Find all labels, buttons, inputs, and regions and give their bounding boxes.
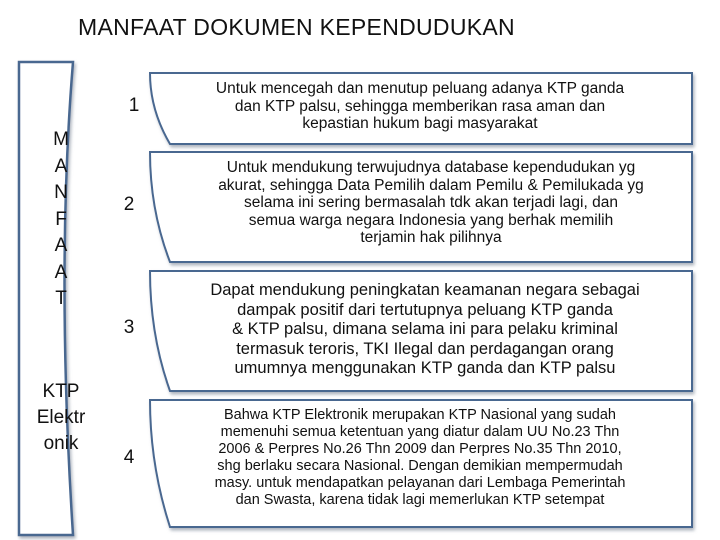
item-line: kepastian hukum bagi masyarakat xyxy=(302,115,538,132)
item-number-3: 3 xyxy=(123,317,135,338)
item-line: & KTP palsu, dimana selama ini para pelaku kriminal xyxy=(232,320,618,338)
item-text-4 xyxy=(150,407,690,509)
sidebar-line: KTP xyxy=(42,381,80,402)
item-line: Bahwa KTP Elektronik merupakan KTP Nasional yang sudah xyxy=(224,407,616,423)
sidebar-letter: F xyxy=(55,208,67,230)
item-line: dan KTP palsu, sehingga memberikan rasa aman dan xyxy=(234,97,606,115)
sidebar-letter: A xyxy=(54,155,68,177)
item-line: selama ini sering bermasalah tdk akan terjadi lagi, dan xyxy=(244,194,618,211)
item-line: masy. untuk mendapatkan pelayanan dari Lembaga Pemerintah xyxy=(214,475,626,491)
item-line: terjamin hak pilihnya xyxy=(360,229,502,246)
sidebar-line: onik xyxy=(43,433,79,454)
sidebar-letter: M xyxy=(53,129,69,150)
item-number-4: 4 xyxy=(123,447,135,468)
item-line: dampak positif dari tertutupnya peluang KTP ganda xyxy=(237,300,613,319)
item-line: memenuhi semua ketentuan yang diatur dalam UU No.23 Thn xyxy=(220,424,620,440)
sidebar-letter: A xyxy=(54,261,68,283)
item-line: dan Swasta, karena tidak lagi memerlukan KTP setempat xyxy=(235,492,605,508)
sidebar-letter: N xyxy=(54,182,68,203)
sidebar-letter: T xyxy=(55,288,67,309)
item-line: Untuk mencegah dan menutup peluang adanya KTP ganda xyxy=(215,80,625,97)
item-line: akurat, sehingga Data Pemilih dalam Pemilu & Pemilukada yg xyxy=(218,176,644,194)
item-text-1 xyxy=(150,80,690,133)
item-line: 2006 & Perpres No.26 Thn 2009 dan Perpres No.35 Thn 2010, xyxy=(218,441,622,457)
sidebar-letter: A xyxy=(54,235,68,256)
item-text-2 xyxy=(150,159,712,247)
page-title: MANFAAT DOKUMEN KEPENDUDUKAN xyxy=(78,14,515,40)
item-line: Dapat mendukung peningkatan keamanan negara sebagai xyxy=(210,281,640,299)
sidebar-top-letters xyxy=(18,127,104,313)
item-number-1: 1 xyxy=(128,95,140,116)
item-line: umumnya menggunakan KTP ganda dan KTP palsu xyxy=(234,359,616,377)
sidebar-line: Elektr xyxy=(36,407,86,428)
item-line: shg berlaku secara Nasional. Dengan demikian mempermudah xyxy=(217,458,623,474)
item-number-2: 2 xyxy=(123,194,135,215)
sidebar-bottom-label xyxy=(18,379,104,457)
item-text-3 xyxy=(150,281,700,379)
item-line: termasuk teroris, TKI Ilegal dan perdagangan orang xyxy=(236,339,614,358)
item-line: Untuk mendukung terwujudnya database kependudukan yg xyxy=(226,159,636,176)
item-line: semua warga negara Indonesia yang berhak memilih xyxy=(248,211,614,229)
